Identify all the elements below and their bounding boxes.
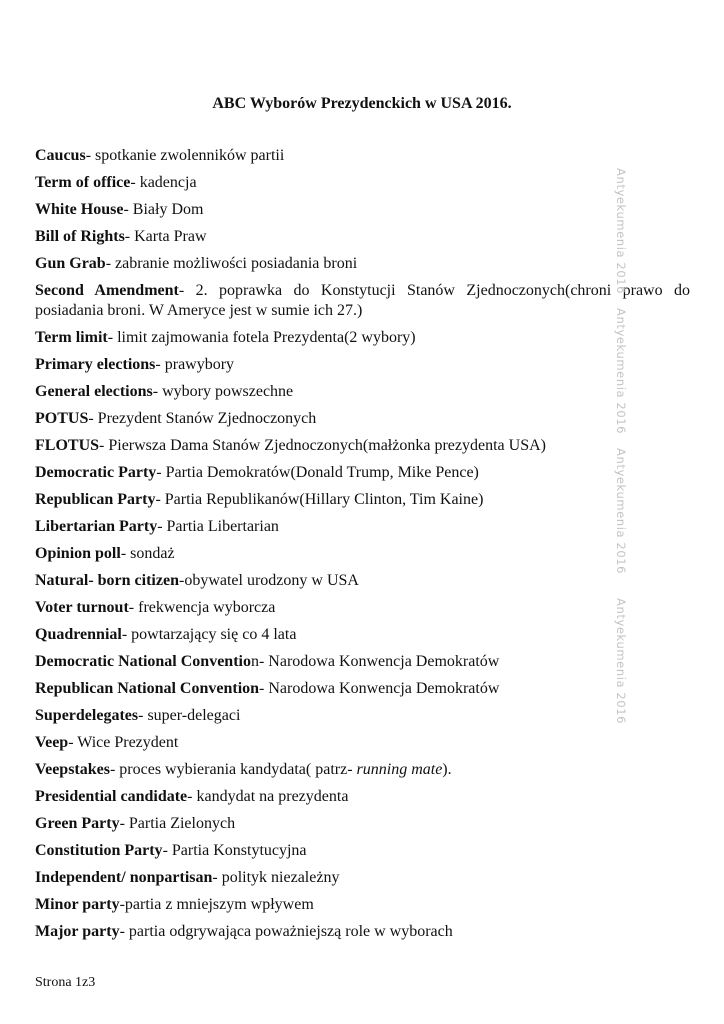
entry-definition: - Partia Republikanów(Hillary Clinton, Tim Kaine) xyxy=(155,491,484,508)
entry-term: Republican National Convention xyxy=(35,680,260,697)
entry-term: FLOTUS xyxy=(35,437,100,454)
watermark-text: Antyekumenia 2016 xyxy=(614,168,628,295)
entry-term: Term of office xyxy=(35,174,131,191)
entry-definition: - limit zajmowania fotela Prezydenta(2 wybory) xyxy=(107,329,416,346)
entry-term: Democratic Party xyxy=(35,464,157,481)
entry-term: Primary elections xyxy=(35,356,156,373)
entry-term: Green Party xyxy=(35,815,120,832)
entry-definition: - powtarzający się co 4 lata xyxy=(121,626,297,643)
document-title: ABC Wyborów Prezydenckich w USA 2016. xyxy=(212,95,512,112)
glossary-entry xyxy=(35,328,690,348)
watermark-text: Antyekumenia 2016 xyxy=(614,308,628,435)
glossary-entry xyxy=(35,598,690,618)
glossary-entry xyxy=(35,227,690,247)
entry-definition-tail: ). xyxy=(442,761,452,778)
glossary-entry xyxy=(35,787,690,807)
glossary-entry xyxy=(35,200,690,220)
entry-definition: - kandydat na prezydenta xyxy=(187,788,349,805)
entry-term: Bill of Rights xyxy=(35,228,125,245)
entry-definition: - wybory powszechne xyxy=(152,383,294,400)
entry-term: Natural- born citizen xyxy=(35,572,179,589)
entry-term: Gun Grab xyxy=(35,255,106,272)
entry-definition: n- Narodowa Konwencja Demokratów xyxy=(250,653,500,670)
entry-definition: - Partia Konstytucyjna xyxy=(162,842,307,859)
entry-definition: - spotkanie zwolenników partii xyxy=(85,147,285,164)
glossary-entry xyxy=(35,922,690,942)
entry-definition: -partia z mniejszym wpływem xyxy=(119,896,314,913)
entry-definition: - Karta Praw xyxy=(124,228,207,245)
glossary-entry xyxy=(35,841,690,861)
glossary-entry xyxy=(35,409,690,429)
page-number: Strona 1z3 xyxy=(35,975,96,990)
glossary-entry xyxy=(35,895,690,915)
glossary-entry xyxy=(35,625,690,645)
entry-term: Constitution Party xyxy=(35,842,163,859)
entry-term: Veepstakes xyxy=(35,761,110,778)
glossary-entry xyxy=(35,490,690,510)
entry-definition: - Narodowa Konwencja Demokratów xyxy=(259,680,500,697)
glossary-entry xyxy=(35,254,690,274)
entry-term: Superdelegates xyxy=(35,707,139,724)
entry-definition: - Partia Libertarian xyxy=(157,518,279,535)
entry-definition: - zabranie możliwości posiadania broni xyxy=(105,255,358,272)
entry-term: Opinion poll xyxy=(35,545,121,562)
entry-term: Libertarian Party xyxy=(35,518,158,535)
entry-definition: - partia odgrywająca poważniejszą role w wyborach xyxy=(119,923,453,940)
entry-definition: - sondaż xyxy=(120,545,175,562)
entry-term: Democratic National Conventio xyxy=(35,653,251,670)
entry-definition: - prawybory xyxy=(155,356,235,373)
entry-definition: - super-delegaci xyxy=(138,707,241,724)
glossary-entry xyxy=(35,868,690,888)
entry-term: White House xyxy=(35,201,124,218)
glossary-entry xyxy=(35,355,690,375)
entry-term: Republican Party xyxy=(35,491,156,508)
glossary-list xyxy=(35,146,690,949)
glossary-entry xyxy=(35,463,690,483)
entry-term: Veep xyxy=(35,734,69,751)
watermark-text: Antyekumenia 2016 xyxy=(614,448,628,575)
entry-definition: - kadencja xyxy=(130,174,197,191)
entry-term: Voter turnout xyxy=(35,599,129,616)
entry-definition: - Partia Demokratów(Donald Trump, Mike Pence) xyxy=(156,464,479,481)
glossary-entry xyxy=(35,814,690,834)
entry-definition: - 2. poprawka do Konstytucji Stanów Zjednoczonych(chroni prawo do posiadania broni. W Ameryce jest w sumie ich 27.) xyxy=(35,282,690,319)
watermark-text: Antyekumenia 2016 xyxy=(614,598,628,725)
entry-term: General elections xyxy=(35,383,153,400)
glossary-entry xyxy=(35,517,690,537)
entry-term: POTUS xyxy=(35,410,89,427)
entry-definition: - proces wybierania kandydata( patrz- xyxy=(109,761,357,778)
entry-term: Quadrennial xyxy=(35,626,122,643)
glossary-entry xyxy=(35,281,690,321)
entry-definition: - frekwencja wyborcza xyxy=(128,599,276,616)
entry-definition: -obywatel urodzony w USA xyxy=(178,572,359,589)
entry-definition: - Biały Dom xyxy=(123,201,204,218)
entry-definition: - Prezydent Stanów Zjednoczonych xyxy=(88,410,317,427)
entry-definition: - Pierwsza Dama Stanów Zjednoczonych(małżonka prezydenta USA) xyxy=(99,437,546,454)
glossary-entry xyxy=(35,173,690,193)
glossary-entry xyxy=(35,146,690,166)
glossary-entry xyxy=(35,652,690,672)
glossary-entry xyxy=(35,760,690,780)
glossary-entry xyxy=(35,679,690,699)
glossary-entry xyxy=(35,571,690,591)
glossary-entry xyxy=(35,382,690,402)
entry-definition: - Partia Zielonych xyxy=(119,815,236,832)
entry-term: Second Amendment xyxy=(35,282,179,299)
glossary-entry xyxy=(35,733,690,753)
entry-definition: - polityk niezależny xyxy=(212,869,340,886)
glossary-entry xyxy=(35,706,690,726)
entry-term: Minor party xyxy=(35,896,120,913)
glossary-entry xyxy=(35,544,690,564)
entry-term: Caucus xyxy=(35,147,86,164)
glossary-entry xyxy=(35,436,690,456)
entry-term: Independent/ nonpartisan xyxy=(35,869,213,886)
entry-italic-note: running mate xyxy=(356,761,443,778)
entry-term: Major party xyxy=(35,923,120,940)
entry-term: Presidential candidate xyxy=(35,788,188,805)
entry-definition: - Wice Prezydent xyxy=(68,734,179,751)
entry-term: Term limit xyxy=(35,329,108,346)
